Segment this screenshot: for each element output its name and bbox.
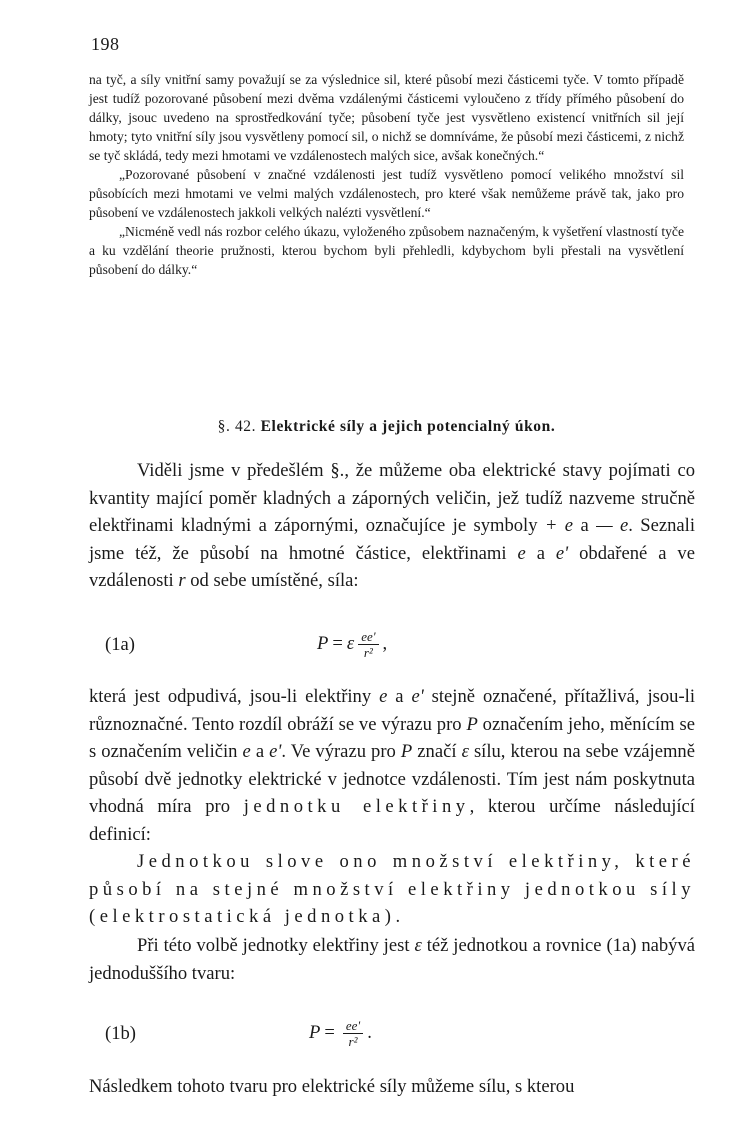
section-number: §. 42. [217,418,257,435]
page-number: 198 [91,34,120,54]
body-paragraph: Při této volbě jednotky elektřiny jest ε též jednotkou a rovnice (1a) nabývá jednoduššího tvaru: [89,935,696,984]
body-text-block [89,932,695,987]
body-text-block [89,1073,695,1101]
body-paragraph: Viděli jsme v předešlém §., že můžeme oba elektrické stavy pojímati co kvantity mající poměr kladných a záporných veličin, jež tudíž nazveme stručně elektřinami kladnými a zápornými, označujíce je symboly + e a — e. Seznali jsme též, že působí na hmotné částice, elektřinami e a e' obdařené a ve vzdálenosti r od sebe umístěné, síla: [89,460,695,591]
body-paragraph: která jest odpudivá, jsou-li elektřiny e a e' stejně označené, přítažlivá, jsou-li různoznačné. Tento rozdíl obráží se ve výrazu pro P označením jeho, měnícím se s označením veličin e a e'. Ve výrazu pro P značí ε sílu, kterou na sebe vzájemně působí dvě jednotky elektrické v jednotce vzdálenosti. Tím jest nám poskytnuta vhodná míra pro jednotku elektřiny, kterou určíme následující definicí: [89,686,695,845]
equation-label: (1b) [105,1023,136,1044]
equation-1b [89,1011,695,1051]
fraction: $\frac{ee'}{\text{r²}}$ [358,629,378,660]
equation-1a [89,622,695,662]
equation-formula: P = ε $\frac{ee'}{\text{r²}}$ , [317,628,388,660]
equation-label: (1a) [105,634,135,655]
section-title: Elektrické síly a jejich potencialný úkon. [260,418,556,435]
fraction: $\frac{ee'}{\text{r²}}$ [343,1018,363,1049]
body-paragraph: Následkem tohoto tvaru pro elektrické síly můžeme sílu, s kterou [89,1076,575,1097]
body-text-block [89,683,695,931]
quote-paragraph: „Pozorované působení v značné vzdálenosti jest tudíž vysvětleno pomocí velikého množství sil působících mezi hmotami ve velmi malých vzdálenostech, pro které však nemůžeme právě tak, jako pro působení ve vzdálenostech jakkoli velkých nalézti vysvětlení.“ [89,167,684,220]
quotation-block [89,70,684,279]
quote-paragraph: na tyč, a síly vnitřní samy považují se za výslednice sil, které působí mezi částicemi tyče. V tomto případě jest tudíž pozorované působení mezi dvěma vzdálenými částicemi vyloučeno z třídy přímého působení do dálky, jsouc uvedeno na sprostředkování tyče; působení tyče jest vysvětleno existencí vnitřních sil její hmoty; tyto vnitřní síly jsou vysvětleny pomocí sil, o nichž se domníváme, že působí mezi částicemi, z nichž se tyč skládá, tedy mezi hmotami ve vzdálenostech malých sice, avšak konečných.“ [89,72,684,163]
body-text-block [89,457,695,595]
definition-paragraph: Jednotkou slove ono množství elektřiny, které působí na stejné množství elektřiny jednotkou síly (elektrostatická jednotka). [89,851,695,927]
quote-paragraph: „Nicméně vedl nás rozbor celého úkazu, vyloženého způsobem naznačeným, k vyšetření vlastností tyče a ku vzdělání theorie pružnosti, kterou bychom byli přehledli, kdybychom byli přestali na vysvětlení působení do dálky.“ [89,224,684,277]
section-heading [89,418,684,436]
equation-formula: P = $\frac{ee'}{\text{r²}}$ . [309,1017,372,1049]
